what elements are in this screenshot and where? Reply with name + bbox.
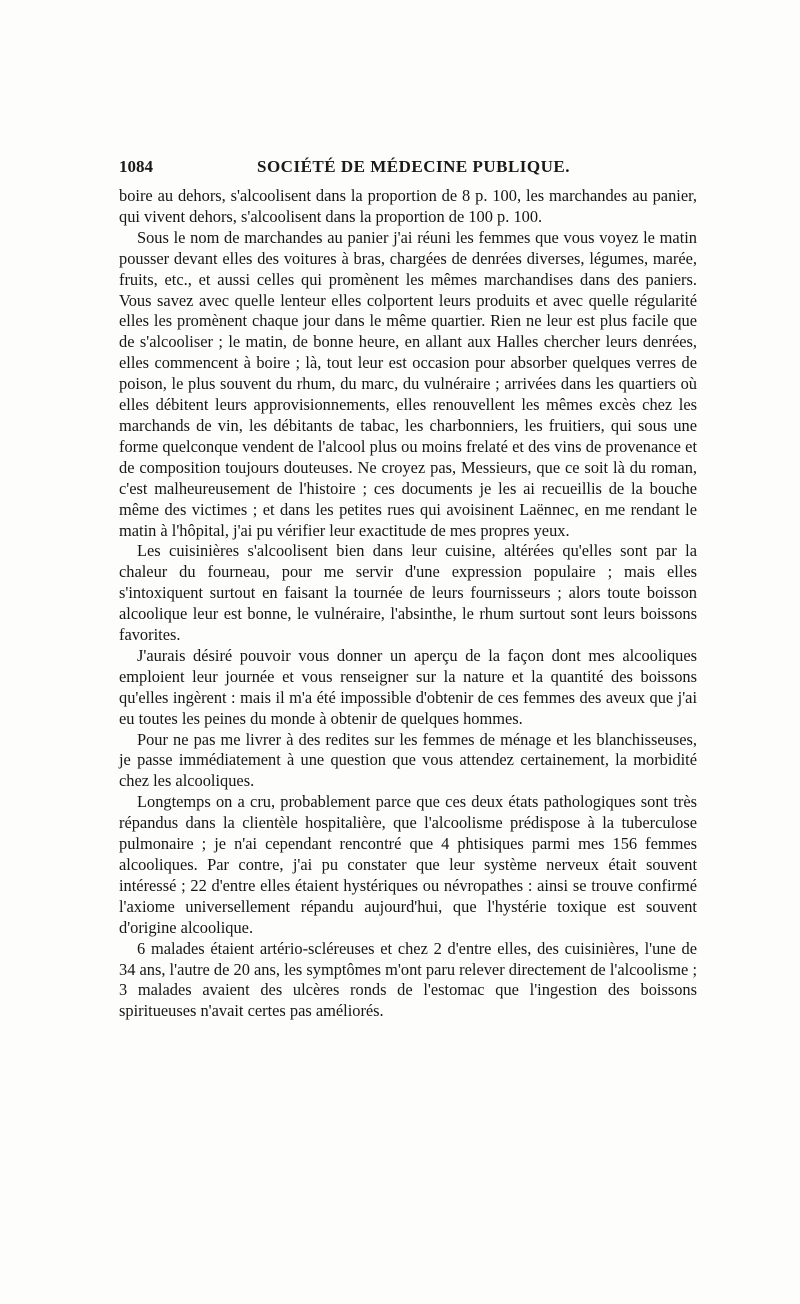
paragraph-boissons: J'aurais désiré pouvoir vous donner un aperçu de la façon dont mes alcooliques emploient leur journée et vous renseigner sur la nature et la quantité des boissons qu'elles ingèrent : mais il m'a été impossible d'obtenir de ces femmes des aveux que j'ai eu toutes les peines du monde à obtenir de quelques hommes. xyxy=(119,645,697,728)
paragraph-cuisinieres: Les cuisinières s'alcoolisent bien dans leur cuisine, altérées qu'elles sont par la chaleur du fourneau, pour me servir d'une expression populaire ; mais elles s'intoxiquent surtout en faisant la tournée de leurs fournisseurs ; alors toute boisson alcoolique leur est bonne, le vulnéraire, l'absinthe, le rhum surtout sont leurs boissons favorites. xyxy=(119,541,697,645)
paragraph-tuberculose: Longtemps on a cru, probablement parce que ces deux états pathologiques sont très répandus dans la clientèle hospitalière, que l'alcoolisme prédispose à la tuberculose pulmonaire ; je n'ai cependant rencontré que 4 phtisiques parmi mes 156 femmes alcooliques. Par contre, j'ai pu constater que leur système nerveux était souvent intéressé ; 22 d'entre elles étaient hystériques ou névropathes : ainsi se trouve confirmé l'axiome universellement répandu aujourd'hui, que l'hystérie toxique est souvent d'origine alcoolique. xyxy=(119,792,697,937)
page-number: 1084 xyxy=(119,157,153,176)
running-title: SOCIÉTÉ DE MÉDECINE PUBLIQUE. xyxy=(257,157,571,176)
body-text xyxy=(119,186,697,1022)
page-header xyxy=(119,157,697,181)
paragraph-marchandes: Sous le nom de marchandes au panier j'ai réuni les femmes que vous voyez le matin pousser devant elles des voitures à bras, chargées de denrées diverses, légumes, marée, fruits, etc., et aussi celles qui promènent les mêmes marchandises dans des paniers. Vous savez avec quelle lenteur elles colportent leurs produits et avec quelle régularité elles les promènent chaque jour dans le même quartier. Rien ne leur est plus facile que de s'alcooliser ; le matin, de bonne heure, en allant aux Halles chercher leurs denrées, elles commencent à boire ; là, tout leur est occasion pour absorber quelques verres de poison, le plus souvent du rhum, du marc, du vulnéraire ; arrivées dans les quartiers où elles débitent leurs approvisionnements, elles renouvellent les mêmes excès chez les marchands de vin, les débitants de tabac, les charbonniers, les fruitiers, qui sous une forme quelconque vendent de l'alcool plus ou moins frelaté et des vins de provenance et de composition toujours douteuses. Ne croyez pas, Messieurs, que ce soit là du roman, c'est malheureusement de l'histoire ; ces documents je les ai recueillis de la bouche même des victimes ; et dans les petites rues qui avoisinent Laënnec, en me rendant le matin à l'hôpital, j'ai pu vérifier leur exactitude de mes propres yeux. xyxy=(119,227,697,540)
paragraph-continuation: boire au dehors, s'alcoolisent dans la proportion de 8 p. 100, les marchandes au panier, qui vivent dehors, s'alcoolisent dans la proportion de 100 p. 100. xyxy=(119,186,697,226)
paragraph-morbidite: Pour ne pas me livrer à des redites sur les femmes de ménage et les blanchisseuses, je passe immédiatement à une question que vous attendez certainement, la morbidité chez les alcooliques. xyxy=(119,729,697,791)
paragraph-arteriosclerose: 6 malades étaient artério-scléreuses et chez 2 d'entre elles, des cuisinières, l'une de 34 ans, l'autre de 20 ans, les symptômes m'ont paru relever directement de l'alcoolisme ; 3 malades avaient des ulcères ronds de l'estomac que l'ingestion des boissons spiritueuses n'avait certes pas améliorés. xyxy=(119,938,697,1021)
